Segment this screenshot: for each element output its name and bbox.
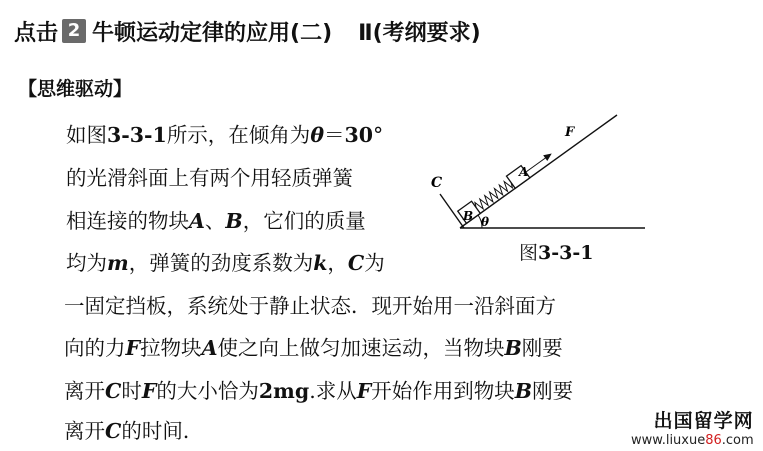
label-theta: θ — [481, 215, 490, 229]
figure-caption: 图3-3-1 — [519, 242, 594, 264]
problem-line-7: 离开C时F的大小恰为2mg.求从F开始作用到物块B刚要 — [64, 379, 574, 403]
label-b: B — [463, 209, 474, 223]
problem-line-5: 一固定挡板，系统处于静止状态．现开始用一沿斜面方 — [64, 294, 556, 318]
topic-number-badge: 2 — [62, 19, 86, 43]
requirement-level: Ⅱ(考纲要求) — [358, 20, 481, 46]
watermark-site-name: 出国留学网 — [653, 410, 754, 432]
force-arrow-head — [543, 151, 554, 161]
label-f: F — [565, 125, 575, 140]
title-prefix: 点击 — [14, 20, 59, 46]
problem-line-3: 相连接的物块A、B，它们的质量 — [66, 209, 366, 233]
problem-line-8: 离开C的时间． — [64, 419, 204, 443]
label-c: C — [431, 175, 443, 191]
spring — [473, 179, 514, 212]
page-title — [14, 14, 481, 48]
problem-line-4: 均为m，弹簧的劲度系数为k，C为 — [66, 251, 385, 275]
force-arrow-shaft — [526, 156, 548, 172]
watermark-url: www.liuxue86.com — [631, 433, 754, 448]
site-watermark — [631, 412, 754, 447]
section-label: 【思维驱动】 — [18, 78, 133, 100]
problem-line-1: 如图3-3-1所示，在倾角为θ＝30° — [66, 123, 384, 147]
title-text: 牛顿运动定律的应用(二) — [92, 20, 333, 46]
problem-line-6: 向的力F拉物块A使之向上做匀加速运动，当物块B刚要 — [64, 336, 563, 360]
label-a: A — [519, 165, 529, 179]
incline-surface — [460, 115, 617, 228]
problem-line-2: 的光滑斜面上有两个用轻质弹簧 — [66, 166, 353, 190]
incline-diagram — [420, 112, 652, 238]
